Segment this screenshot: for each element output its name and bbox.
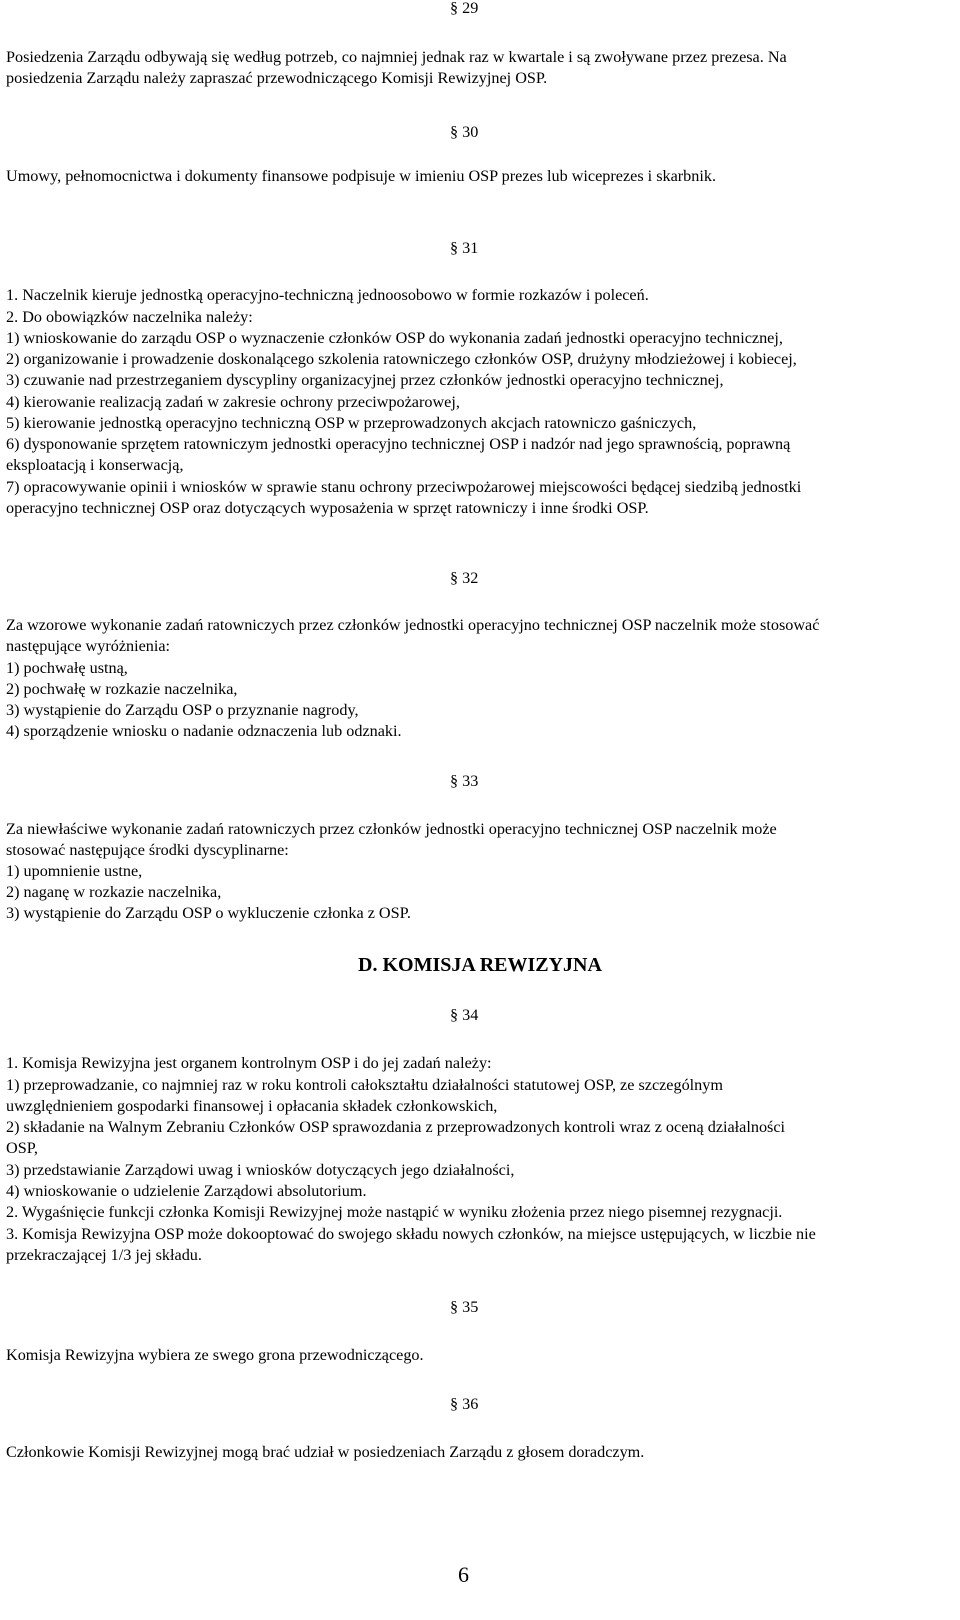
section-32-number: § 32 bbox=[450, 569, 479, 587]
p34-line-9: 3. Komisja Rewizyjna OSP może dokooptować do swojego składu nowych członków, na miejsce ustępujących, w liczbie nie bbox=[6, 1225, 816, 1243]
p29-line-1: Posiedzenia Zarządu odbywają się według potrzeb, co najmniej jednak raz w kwartale i są zwoływane przez prezesa. Na bbox=[6, 48, 787, 66]
p34-line-5: OSP, bbox=[6, 1139, 38, 1157]
p33-line-3: 1) upomnienie ustne, bbox=[6, 862, 143, 880]
p33-line-5: 3) wystąpienie do Zarządu OSP o wykluczenie członka z OSP. bbox=[6, 904, 411, 922]
p32-line-1: Za wzorowe wykonanie zadań ratowniczych przez członków jednostki operacyjno technicznej OSP naczelnik może stosować bbox=[6, 616, 820, 634]
p32-line-5: 3) wystąpienie do Zarządu OSP o przyznanie nagrody, bbox=[6, 701, 359, 719]
p31-line-8: 6) dysponowanie sprzętem ratowniczym jednostki operacyjno technicznej OSP i nadzór nad jego sprawnością, poprawną bbox=[6, 435, 791, 453]
p31-line-6: 4) kierowanie realizacją zadań w zakresie ochrony przeciwpożarowej, bbox=[6, 393, 460, 411]
p34-line-8: 2. Wygaśnięcie funkcji członka Komisji Rewizyjnej może nastąpić w wyniku złożenia przez niego pisemnej rezygnacji. bbox=[6, 1203, 783, 1221]
p32-line-3: 1) pochwałę ustną, bbox=[6, 659, 128, 677]
section-31-number: § 31 bbox=[450, 239, 479, 257]
p31-line-3: 1) wnioskowanie do zarządu OSP o wyznaczenie członków OSP do wykonania zadań jednostki operacyjno technicznej, bbox=[6, 329, 783, 347]
p32-line-6: 4) sporządzenie wniosku o nadanie odznaczenia lub odznaki. bbox=[6, 722, 402, 740]
p31-line-5: 3) czuwanie nad przestrzeganiem dyscypliny organizacyjnej przez członków jednostki operacyjno technicznej, bbox=[6, 371, 724, 389]
section-34-number: § 34 bbox=[450, 1006, 479, 1024]
p33-line-4: 2) naganę w rozkazie naczelnika, bbox=[6, 883, 222, 901]
p32-line-2: następujące wyróżnienia: bbox=[6, 637, 171, 655]
page-number: 6 bbox=[458, 1562, 469, 1587]
p33-line-1: Za niewłaściwe wykonanie zadań ratowniczych przez członków jednostki operacyjno technicznej OSP naczelnik może bbox=[6, 820, 777, 838]
p31-line-1: 1. Naczelnik kieruje jednostką operacyjno-techniczną jednoosobowo w formie rozkazów i poleceń. bbox=[6, 286, 649, 304]
section-30-number: § 30 bbox=[450, 123, 479, 141]
p30-line-1: Umowy, pełnomocnictwa i dokumenty finansowe podpisuje w imieniu OSP prezes lub wiceprezes i skarbnik. bbox=[6, 167, 717, 185]
p34-line-2: 1) przeprowadzanie, co najmniej raz w roku kontroli całokształtu działalności statutowej OSP, ze szczególnym bbox=[6, 1076, 723, 1094]
p34-line-6: 3) przedstawianie Zarządowi uwag i wniosków dotyczących jego działalności, bbox=[6, 1161, 515, 1179]
section-29-number: § 29 bbox=[450, 0, 479, 17]
section-35-number: § 35 bbox=[450, 1298, 479, 1316]
section-heading-komisja-rewizyjna: D. KOMISJA REWIZYJNA bbox=[358, 954, 602, 976]
p33-line-2: stosować następujące środki dyscyplinarne: bbox=[6, 841, 289, 859]
p31-line-4: 2) organizowanie i prowadzenie doskonalącego szkolenia ratowniczego członków OSP, drużyny młodzieżowej i kobiecej, bbox=[6, 350, 797, 368]
p31-line-2: 2. Do obowiązków naczelnika należy: bbox=[6, 308, 253, 326]
p31-line-11: operacyjno technicznej OSP oraz dotyczących wyposażenia w sprzęt ratowniczy i inne środki OSP. bbox=[6, 499, 649, 517]
p34-line-3: uwzględnieniem gospodarki finansowej i opłacania składek członkowskich, bbox=[6, 1097, 498, 1115]
p35-line-1: Komisja Rewizyjna wybiera ze swego grona przewodniczącego. bbox=[6, 1346, 424, 1364]
p36-line-1: Członkowie Komisji Rewizyjnej mogą brać udział w posiedzeniach Zarządu z głosem doradczym. bbox=[6, 1443, 645, 1461]
p31-line-7: 5) kierowanie jednostką operacyjno techniczną OSP w przeprowadzonych akcjach ratowniczo gaśniczych, bbox=[6, 414, 697, 432]
p34-line-10: przekraczającej 1/3 jej składu. bbox=[6, 1246, 202, 1264]
section-36-number: § 36 bbox=[450, 1395, 479, 1413]
p34-line-7: 4) wnioskowanie o udzielenie Zarządowi absolutorium. bbox=[6, 1182, 367, 1200]
p31-line-10: 7) opracowywanie opinii i wniosków w sprawie stanu ochrony przeciwpożarowej miejscowości będącej siedzibą jednostki bbox=[6, 478, 802, 496]
p29-line-2: posiedzenia Zarządu należy zapraszać przewodniczącego Komisji Rewizyjnej OSP. bbox=[6, 69, 548, 87]
section-33-number: § 33 bbox=[450, 772, 479, 790]
p34-line-4: 2) składanie na Walnym Zebraniu Członków OSP sprawozdania z przeprowadzonych kontroli wraz z oceną działalności bbox=[6, 1118, 786, 1136]
p32-line-4: 2) pochwałę w rozkazie naczelnika, bbox=[6, 680, 238, 698]
p34-line-1: 1. Komisja Rewizyjna jest organem kontrolnym OSP i do jej zadań należy: bbox=[6, 1054, 492, 1072]
p31-line-9: eksploatacją i konserwacją, bbox=[6, 456, 184, 474]
